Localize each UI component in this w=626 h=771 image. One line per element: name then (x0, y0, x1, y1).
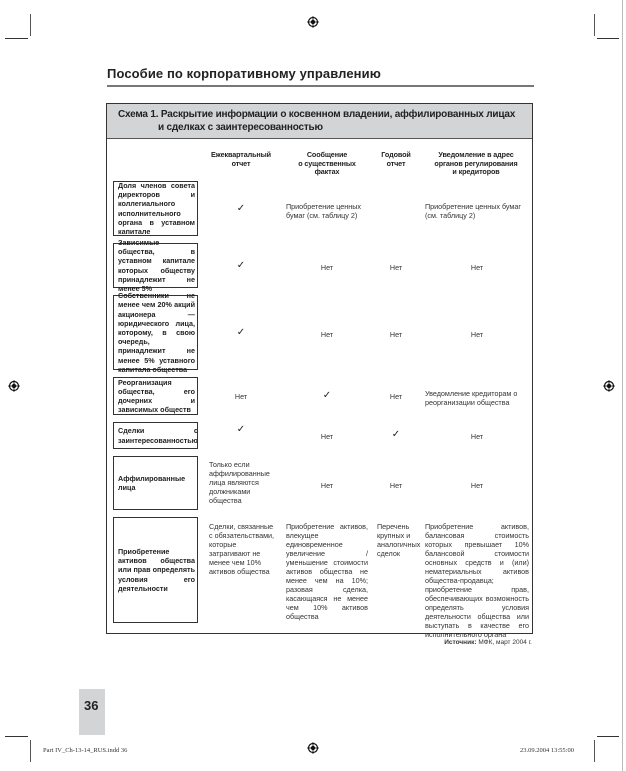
registration-mark-icon (603, 380, 615, 392)
slug-timestamp: 23.09.2004 13:55:00 (520, 747, 574, 754)
crop-mark (30, 740, 31, 762)
table-cell: Нет (320, 481, 334, 490)
check-icon: ✓ (236, 424, 246, 435)
table-cell: Только если аффилированные лица являются должниками общества (209, 460, 270, 505)
column-header-material-facts: Сообщение о существенных фактах (298, 150, 356, 177)
table-cell: Перечень крупных и аналогичных сделок (377, 522, 421, 558)
table-cell: Нет (389, 263, 403, 272)
crop-mark (30, 14, 31, 36)
page-title: Пособие по корпоративному управлению (107, 66, 534, 87)
table-cell: Сделки, связанные с обязательствами, которые затрагивают не менее чем 10% активов общества (209, 522, 275, 576)
table-cell: Нет (470, 481, 484, 490)
check-icon: ✓ (236, 327, 246, 338)
table-cell: Нет (320, 330, 334, 339)
row-label-interested-transactions: Сделки с заинтересованностью (113, 422, 198, 449)
crop-mark (594, 14, 595, 36)
table-cell: Нет (389, 481, 403, 490)
scheme-title-bar (107, 104, 532, 139)
table-cell: Нет (320, 263, 334, 272)
crop-mark (5, 38, 28, 39)
table-cell: Нет (470, 330, 484, 339)
row-label-affiliates: Аффилированные лица (113, 456, 198, 510)
column-header-annual: Годовой отчет (381, 150, 411, 168)
table-cell: Нет (234, 392, 248, 401)
page-edge (622, 0, 623, 771)
crop-mark (597, 736, 619, 737)
table-cell: Нет (320, 432, 334, 441)
scheme-title-line2: и сделках с заинтересованностью (158, 122, 323, 133)
table-cell: Приобретение ценных бумаг (см. таблицу 2) (286, 202, 361, 220)
table-cell: Приобретение активов, влекущее единовременное увеличение / уменьшение стоимости активов общества не менее чем на 10%; разовая сделка, касающаяся не менее чем 10% активов общества (286, 522, 368, 621)
check-icon: ✓ (391, 429, 401, 440)
row-label-dependent-companies: Зависимые общества, в уставном капитале которых обществу принадлежит не менее 5% (113, 243, 198, 288)
column-header-notification: Уведомление в адрес органов регулирования и кредиторов (434, 150, 518, 177)
registration-mark-icon (307, 742, 319, 754)
table-cell: Нет (389, 330, 403, 339)
row-label-reorganization: Реорганизация общества, его дочерних и зависимых обществ (113, 377, 198, 415)
check-icon: ✓ (236, 203, 246, 214)
crop-mark (594, 740, 595, 762)
registration-mark-icon (307, 16, 319, 28)
row-label-asset-acquisition: Приобретение активов общества или прав определять условия его деятельности (113, 517, 198, 623)
table-cell: Приобретение активов, балансовая стоимость которых превышает 10% балансовой стоимости основных средств и (или) нематериальных активов общества-продавца; приобретение прав, обеспечивающих возможность определять условия деятельности общества или выступать в качестве его исполнительного органа (425, 522, 529, 639)
row-label-board-share: Доля членов совета директоров и коллегиального исполнительного органа в уставном капитале (113, 181, 198, 236)
table-cell: Нет (470, 432, 484, 441)
crop-mark (597, 38, 619, 39)
column-header-quarterly: Ежеквартальный отчет (210, 150, 271, 168)
row-label-owners-20pct: Собственники не менее чем 20% акций акционера — юридического лица, которому, в свою очередь, принадлежит не менее 5% уставного капитала общества (113, 295, 198, 370)
table-cell: Уведомление кредиторам о реорганизации общества (425, 389, 518, 407)
page-number: 36 (84, 698, 99, 713)
source-note: Источник: МФК, март 2004 г. (444, 639, 532, 646)
registration-mark-icon (8, 380, 20, 392)
table-cell: Нет (470, 263, 484, 272)
scheme-title-line1: Схема 1. Раскрытие информации о косвенном владении, аффилированных лицах (118, 109, 516, 120)
slug-filename: Part IV_Ch-13-14_RUS.indd 36 (43, 747, 128, 754)
check-icon: ✓ (322, 390, 332, 401)
check-icon: ✓ (236, 260, 246, 271)
table-cell: Приобретение ценных бумаг (см. таблицу 2) (425, 202, 521, 220)
table-cell: Нет (389, 392, 403, 401)
crop-mark (5, 736, 28, 737)
